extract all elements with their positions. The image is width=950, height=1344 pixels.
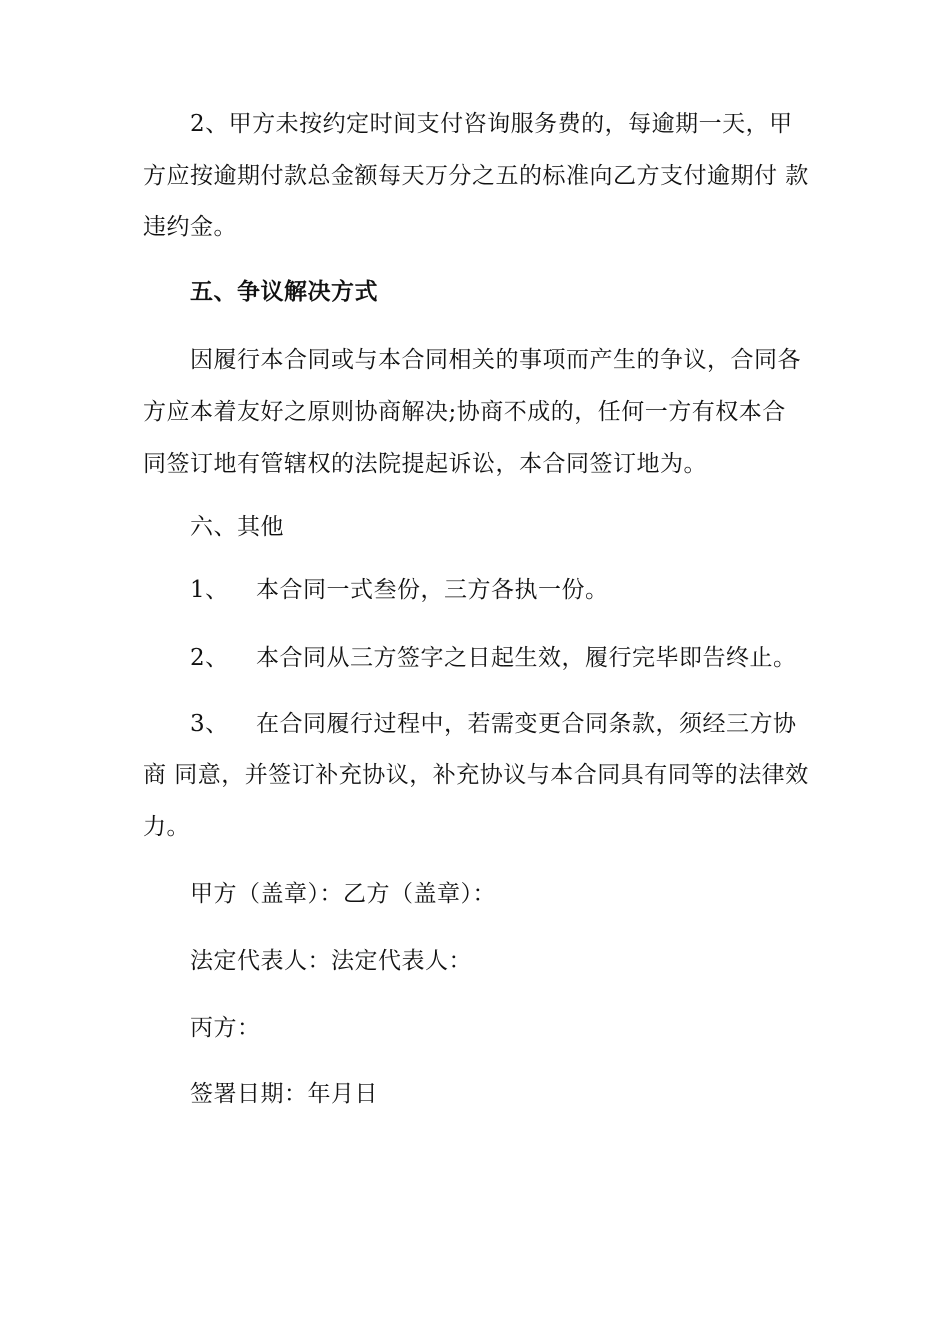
legal-reps-line: 法定代表人：法定代表人： xyxy=(190,948,472,974)
section-6-item-3-line-2: 商 同意，并签订补充协议，补充协议与本合同具有同等的法律效 xyxy=(143,762,809,788)
section-6-item-2 xyxy=(190,644,797,672)
item-text: 本合同一式叁份，三方各执一份。 xyxy=(256,577,609,603)
sign-date-line: 签署日期：年月日 xyxy=(190,1081,378,1107)
item-number: 1、 xyxy=(190,577,229,603)
section-6-item-3-line-3: 力。 xyxy=(143,814,190,840)
clause-2-line-2: 方应按逾期付款总金额每天万分之五的标准向乙方支付逾期付 款 xyxy=(143,163,809,189)
clause-2-line-3: 违约金。 xyxy=(143,214,237,240)
item-number: 3、 xyxy=(190,711,229,737)
section-6-item-3 xyxy=(190,710,797,738)
section-5-heading: 五、争议解决方式 xyxy=(190,278,378,305)
section-5-line-3: 同签订地有管辖权的法院提起诉讼，本合同签订地为。 xyxy=(143,451,707,477)
party-c-line: 丙方： xyxy=(190,1015,261,1041)
section-5-line-2: 方应本着友好之原则协商解决;协商不成的，任何一方有权本合 xyxy=(143,399,786,425)
section-6-heading: 六、其他 xyxy=(190,514,284,540)
item-text: 在合同履行过程中，若需变更合同条款，须经三方协 xyxy=(256,711,797,737)
parties-seal-line: 甲方（盖章）：乙方（盖章）： xyxy=(190,881,496,907)
item-number: 2、 xyxy=(190,645,229,671)
clause-2-line-1: 2、甲方未按约定时间支付咨询服务费的，每逾期一天，甲 xyxy=(190,111,793,137)
section-5-line-1: 因履行本合同或与本合同相关的事项而产生的争议，合同各 xyxy=(190,347,801,373)
section-6-item-1 xyxy=(190,576,609,604)
item-text: 本合同从三方签字之日起生效，履行完毕即告终止。 xyxy=(256,645,797,671)
